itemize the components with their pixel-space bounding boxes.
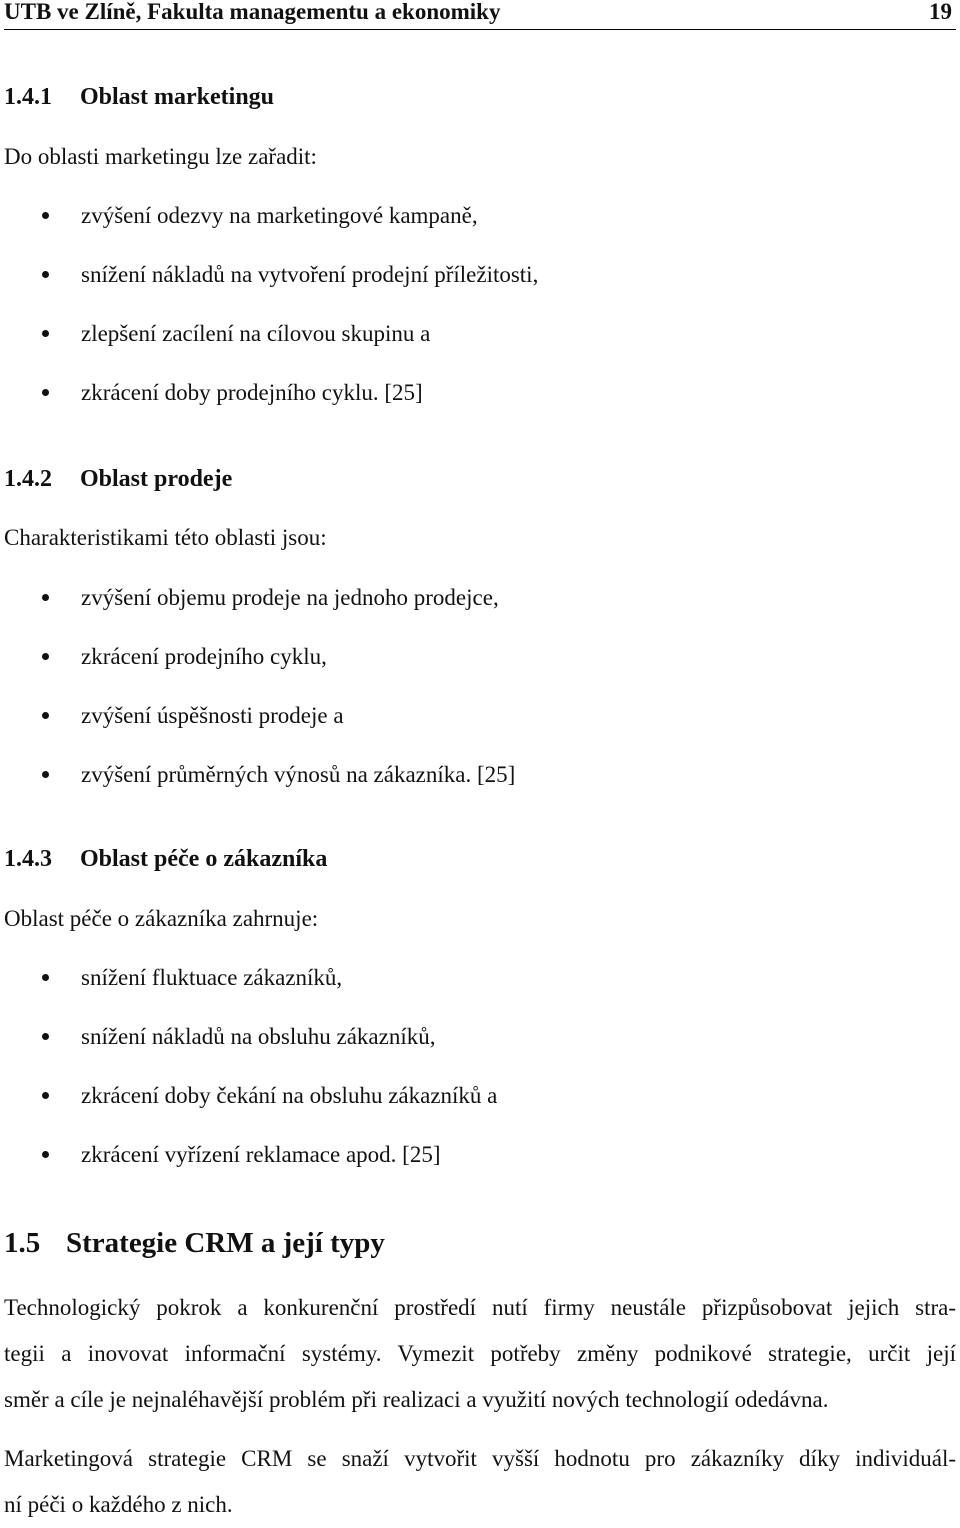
document-page: UTB ve Zlíně, Fakulta managementu a ekonomiky 19 1.4.1 Oblast marketingu Do oblasti marketingu lze zařadit: zvýšení odezvy na marketingové kampaně, snížení nákladů na vytvoření prodejní příležitosti, zlepšení zacílení na cílovou skupinu a zkrácení doby prodejního cyklu. [25] 1.4.2 Oblast prodeje Charakteristikami této oblasti jsou: zvýšení objemu prodeje na jednoho prodejce, zkrácení prodejního cyklu, zvýšení úspěšnosti prodeje a zvýšení průměrných výnosů na zákazníka. [25] 1.4.3 Oblast péče o zákazníka Oblast péče o zákazníka zahrnuje: snížení fluktuace zákazníků, snížení nákladů na obsluhu zákazníků, zkrácení doby čekání na obsluhu zákazníků a zkrácení vyřízení reklamace apod. [25] 1.5 Strategie CRM a její typy Technologický pokrok a konkurenční prostředí nutí firmy neustále přizpůsobovat jejich stra- tegii a inovovat informační systémy. Vymezit potřeby změny podnikové strategie, určit její směr a cíle je nejnaléhavější problém při realizaci a využití nových technologií odedávna. Marketingová strategie CRM se snaží vytvořit vyšší hodnotu pro zákazníky díky individuál- ní péči o každého z nich. [0,0,960,1521]
section-heading-marketing [4,82,274,112]
section-heading-customer-care [4,844,327,874]
bullet-icon [42,271,49,278]
paragraph-line: Technologický pokrok a konkurenční prostředí nutí firmy neustále přizpůsobovat jejich stra- [4,1295,956,1320]
page-number: 19 [929,0,952,24]
paragraph-line: Marketingová strategie CRM se snaží vytvořit vyšší hodnotu pro zákazníky díky individuál- [4,1446,956,1471]
section-title: Oblast marketingu [80,84,275,110]
section-intro-marketing: Do oblasti marketingu lze zařadit: [4,144,317,169]
bullet-icon [42,712,49,719]
bullet-icon [42,653,49,660]
section-number: 1.4.3 [4,846,52,872]
bullet-icon [42,1033,49,1040]
bullet-icon [42,212,49,219]
body-paragraph-1 [4,1285,956,1423]
bullet-icon [42,330,49,337]
section-title: Strategie CRM a její typy [66,1227,385,1259]
paragraph-line: směr a cíle je nejnaléhavější problém při realizaci a využití nových technologií odedávna. [4,1387,829,1412]
bullet-icon [42,771,49,778]
section-heading-sales [4,464,232,494]
bullet-icon [42,1151,49,1158]
paragraph-line: ní péči o každého z nich. [4,1492,233,1517]
section-title: Oblast péče o zákazníka [80,846,328,872]
section-number: 1.4.1 [4,84,52,110]
section-intro-sales: Charakteristikami této oblasti jsou: [4,525,327,550]
running-header [4,0,956,30]
section-title: Oblast prodeje [80,466,233,492]
body-paragraph-2 [4,1436,956,1528]
bullet-icon [42,1092,49,1099]
bullet-icon [42,974,49,981]
section-heading-crm-strategy [4,1226,385,1260]
bullet-icon [42,389,49,396]
section-number: 1.5 [4,1227,41,1259]
bullet-icon [42,594,49,601]
section-intro-customer-care: Oblast péče o zákazníka zahrnuje: [4,906,319,931]
paragraph-line: tegii a inovovat informační systémy. Vymezit potřeby změny podnikové strategie, určit její [4,1341,956,1366]
section-number: 1.4.2 [4,466,52,492]
header-title: UTB ve Zlíně, Fakulta managementu a ekonomiky [4,0,501,24]
